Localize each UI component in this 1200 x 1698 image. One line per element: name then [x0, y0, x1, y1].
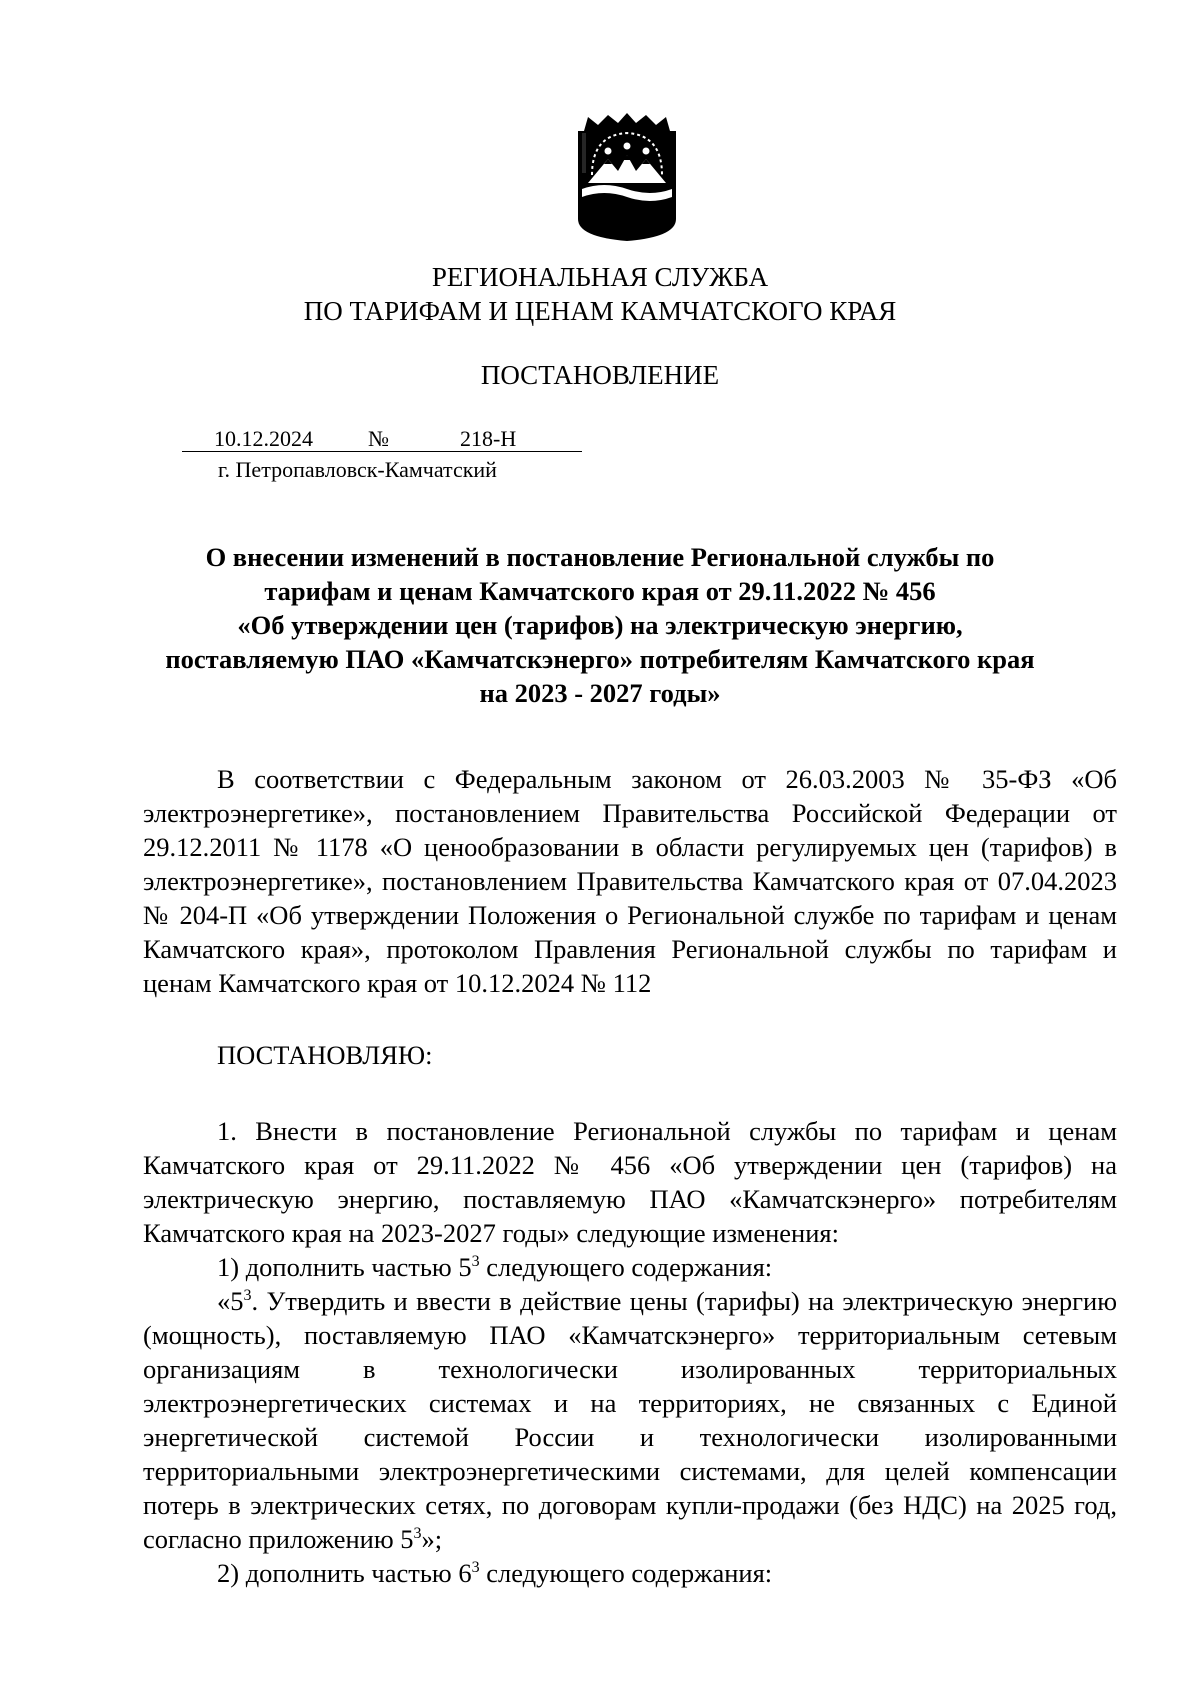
- coat-of-arms-icon: [574, 113, 680, 241]
- document-number: 218-Н: [460, 426, 517, 451]
- sub-item-2-suffix: следующего содержания:: [479, 1558, 773, 1588]
- date-number-line: [182, 425, 582, 453]
- quoted-part-open: «5: [217, 1286, 244, 1316]
- sub-item-1-prefix: 1) дополнить частью 5: [217, 1252, 472, 1282]
- item-1-paragraph: 1. Внести в постановление Региональной службы по тарифам и ценам Камчатского края от 29.11.2022 № 456 «Об утверждении цен (тарифов) на электрическую энергию, поставляемую ПАО «Камчатскэнерго» потребителям Камчатского края на 2023-2027 годы» следующие изменения:: [143, 1116, 1117, 1248]
- title-line-3: «Об утверждении цен (тарифов) на электрическую энергию,: [237, 610, 963, 640]
- preamble-paragraph: В соответствии с Федеральным законом от 26.03.2003 № 35-ФЗ «Об электроэнергетике», постановлением Правительства Российской Федерации от 29.12.2011 № 1178 «О ценообразовании в области регулируемых цен (тарифов) в электроэнергетике», постановлением Правительства Камчатского края от 07.04.2023 № 204-П «Об утверждении Положения о Региональной службе по тарифам и ценам Камчатского края», протоколом Правления Региональной службы по тарифам и ценам Камчатского края от 10.12.2024 № 112: [143, 764, 1117, 998]
- organization-name-line-2: ПО ТАРИФАМ И ЦЕНАМ КАМЧАТСКОГО КРАЯ: [303, 296, 897, 326]
- sub-item-2-prefix: 2) дополнить частью 6: [217, 1558, 472, 1588]
- quoted-part-end: »;: [421, 1524, 443, 1554]
- quoted-part-superscript: 3: [243, 1287, 252, 1305]
- document-date: 10.12.2024: [214, 426, 313, 451]
- quoted-part-paragraph: [143, 1284, 1117, 1556]
- sub-item-1-paragraph: [143, 1250, 1117, 1284]
- title-line-4: поставляемую ПАО «Камчатскэнерго» потребителям Камчатского края: [165, 644, 1035, 674]
- title-line-2: тарифам и ценам Камчатского края от 29.11.2022 № 456: [264, 576, 936, 606]
- quoted-part-text: . Утвердить и ввести в действие цены (тарифы) на электрическую энергию (мощность), поставляемую ПАО «Камчатскэнерго» территориальным сетевым организациям в технологически изолированных территориальных электроэнергетических системах и на территориях, не связанных с Единой энергетической системой России и технологически изолированными территориальными электроэнергетическими системами, для целей компенсации потерь в электрических сетях, по договорам купли-продажи (без НДС) на 2025 год, согласно приложению 5: [143, 1286, 1117, 1554]
- number-sign: №: [368, 426, 389, 451]
- sub-item-1-suffix: следующего содержания:: [479, 1252, 773, 1282]
- sub-item-2-paragraph: [143, 1556, 1117, 1590]
- resolve-heading: ПОСТАНОВЛЯЮ:: [217, 1040, 433, 1070]
- sub-item-1-superscript: 3: [471, 1253, 480, 1271]
- organization-name: [0, 260, 1200, 328]
- document-type: ПОСТАНОВЛЕНИЕ: [480, 360, 720, 390]
- coat-of-arms-emblem: [574, 113, 680, 241]
- organization-name-line-1: РЕГИОНАЛЬНАЯ СЛУЖБА: [431, 262, 769, 292]
- sub-item-2-superscript: 3: [471, 1559, 480, 1577]
- title-line-1: О внесении изменений в постановление Региональной службы по: [205, 542, 995, 572]
- title-line-5: на 2023 - 2027 годы»: [479, 678, 721, 708]
- city-name: г. Петропавловск-Камчатский: [218, 457, 497, 482]
- document-body: [143, 762, 1117, 1590]
- quoted-part-end-superscript: 3: [413, 1525, 422, 1543]
- document-title: [140, 540, 1060, 710]
